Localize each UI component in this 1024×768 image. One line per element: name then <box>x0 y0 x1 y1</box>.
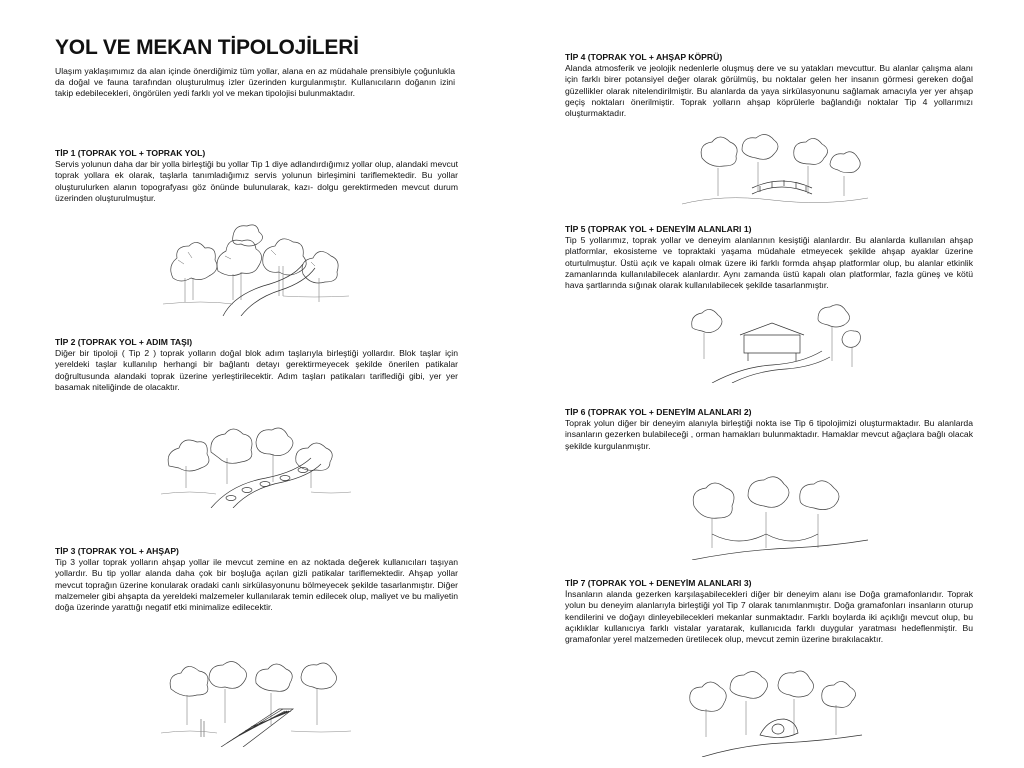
dirt-path <box>211 458 311 508</box>
wooden-walkway <box>221 709 293 747</box>
sketch-illustration-tip-1 <box>163 216 349 316</box>
dirt-path <box>692 540 868 560</box>
section-heading: TİP 2 (TOPRAK YOL + ADIM TAŞI) <box>55 337 193 347</box>
dirt-path <box>702 735 862 757</box>
dirt-path <box>223 264 303 316</box>
section-body: Servis yolunun daha dar bir yolla birleştiği bu yollar Tip 1 diye adlandırdığımız yollar olup, alandaki mevcut toprak yollara ek olarak, taşlarla tanımladığımız servis yolunun birleşimini tariflemektedir. Bu yollar oluşturulurken alanın topografyası göz önünde bulunularak, kazı- dolgu gerektirmeden mevcut durum üzerinden oluşturulmuştur. <box>55 159 458 203</box>
sketch-illustration-tip-2 <box>161 412 351 508</box>
section-heading: TİP 1 (TOPRAK YOL + TOPRAK YOL) <box>55 148 206 158</box>
section-heading: TİP 3 (TOPRAK YOL + AHŞAP) <box>55 546 179 556</box>
sketch-illustration-tip-5 <box>682 299 868 383</box>
section-tip-4 <box>565 52 973 119</box>
section-tip-5 <box>565 224 973 291</box>
section-body: İnsanların alanda gezerken karşılaşabilecekleri diğer bir deneyim alanı ise Doğa gramafonlarıdır. Toprak yolun bu deneyim alanlarıyla birleştiği yol Tip 7 olarak tanımlanmıştır. Doğa gramafonları insanların oturup kendilerini ve doğayı dinleyebilecekleri mekanlar sunmaktadır. Farklı boylarda iki açıklığı mevcut olup, bu açıklıklar kullanıcıya farklı vistalar yaratarak, kullanıcıda farklı duygular yaratması hedeflenmiştir. Bu gramafonlar yerel malzemeden üretilecek olup, mevcut zemin üzerine bırakılacaktır. <box>565 589 973 645</box>
sketch-illustration-tip-7 <box>682 665 868 757</box>
section-heading: TİP 4 (TOPRAK YOL + AHŞAP KÖPRÜ) <box>565 52 723 62</box>
stepping-stones <box>226 468 308 501</box>
dirt-path <box>712 351 822 383</box>
intro-paragraph: Ulaşım yaklaşımımız da alan içinde önerdiğimiz tüm yollar, alana en az müdahale prensibiyle çoğunlukla da doğal ve fauna tarafından oluşturulmuş izler üzerinden kurgulanmıştır. Kullanıcıların doğanın izini takip edebilecekleri, öngörülen yedi farklı yol ve mekan tipolojisi bulunmaktadır. <box>55 66 455 99</box>
section-body: Tip 5 yollarımız, toprak yollar ve deneyim alanlarının kesiştiği alanlardır. Bu alanlarda kullanılan ahşap platformlar, ekosisteme ve topraktaki yaşama müdahale etmeyecek şekilde ahşap ayaklar üzerine oturtulmuştur. Üstü açık ve kapalı olmak üzere iki farklı formda ahşap platformlar olup, bu alanlar etkinlik zamanlarında kullanılabilecek alanlardır. Aynı zamanda üstü kapalı olan platformlar, fazla güneş ve kötü hava şartlarında sığınak olarak kullanılabilecek şekilde tasarlanmıştır. <box>565 235 973 291</box>
sketch-illustration-tip-4 <box>682 128 868 212</box>
tree-cluster <box>171 225 338 283</box>
section-tip-7 <box>565 578 973 645</box>
covered-platform <box>740 323 804 361</box>
section-body: Alanda atmosferik ve jeolojik nedenlerle oluşmuş dere ve su yatakları mevcuttur. Bu alanlar çalışma alanı için farklı birer potansiyel değer olarak görülmüş, bu noktalar gelen her insanın görmesi gereken doğal güzellikler olarak nitelendirilmiştir. Bu alanlarda da yaya sirkülasyonunu sağlamak amacıyla yer yer ahşap geçiş noktaları önerilmiştir. Toprak yolların ahşap köprülerle bağlandığı noktalar Tip 4 yollarımızı oluşturmaktadır. <box>565 63 973 119</box>
section-heading: TİP 5 (TOPRAK YOL + DENEYİM ALANLARI 1) <box>565 224 752 234</box>
section-body: Tip 3 yollar toprak yolların ahşap yollar ile mevcut zemine en az noktada değerek kullanıcıları taşıyan yollardır. Bu tip yollar alanda daha çok bir boşluğa açılan gizli patikalar tariflemektedir. Ahşap yollar mevcut toprağın üzerine konularak oradaki canlı sirkülasyonunu bölmeyecek şekilde tasarlanmıştır. Diğer malzemeler gibi ahşapta da yereldeki malzemeler kullanılarak temin edilecek olup, maliyet ve bu maliyetin doğa üzerinde yarattığı negatif etki minimalize edilecektir. <box>55 557 458 613</box>
nature-gramophone <box>760 719 798 738</box>
section-tip-6 <box>565 407 973 452</box>
hammocks <box>712 534 818 541</box>
sketch-illustration-tip-3 <box>161 649 351 747</box>
wooden-bridge <box>752 180 812 194</box>
page-title: YOL VE MEKAN TİPOLOJİLERİ <box>55 36 359 59</box>
section-body: Toprak yolun diğer bir deneyim alanıyla birleştiği nokta ise Tip 6 tipolojimizi oluşturmaktadır. Bu alanlarda insanların gezerken bulabileceği , orman hamakları bulunmaktadır. Hamaklar mevcut ağaçlara bağlı olacak şekilde kurgulanmıştır. <box>565 418 973 451</box>
creek <box>682 198 868 204</box>
section-body: Diğer bir tipoloji ( Tip 2 ) toprak yolların doğal blok adım taşlarıyla birleştiği yollardır. Blok taşlar için yereldeki taşlar kullanılıp herhangi bir bağlantı detayı gerektirmeyecek şekilde önerilen patikalar doğrultusunda alandaki toprak üzerine yerleştirilecektir. Adım taşları patikaları tariflediği gibi, yer yer basamak niteliğinde de olacaktır. <box>55 348 458 392</box>
section-heading: TİP 7 (TOPRAK YOL + DENEYİM ALANLARI 3) <box>565 578 752 588</box>
sketch-illustration-tip-6 <box>682 468 868 560</box>
section-tip-2 <box>55 337 458 393</box>
section-tip-3 <box>55 546 458 613</box>
section-tip-1 <box>55 148 458 204</box>
section-heading: TİP 6 (TOPRAK YOL + DENEYİM ALANLARI 2) <box>565 407 752 417</box>
